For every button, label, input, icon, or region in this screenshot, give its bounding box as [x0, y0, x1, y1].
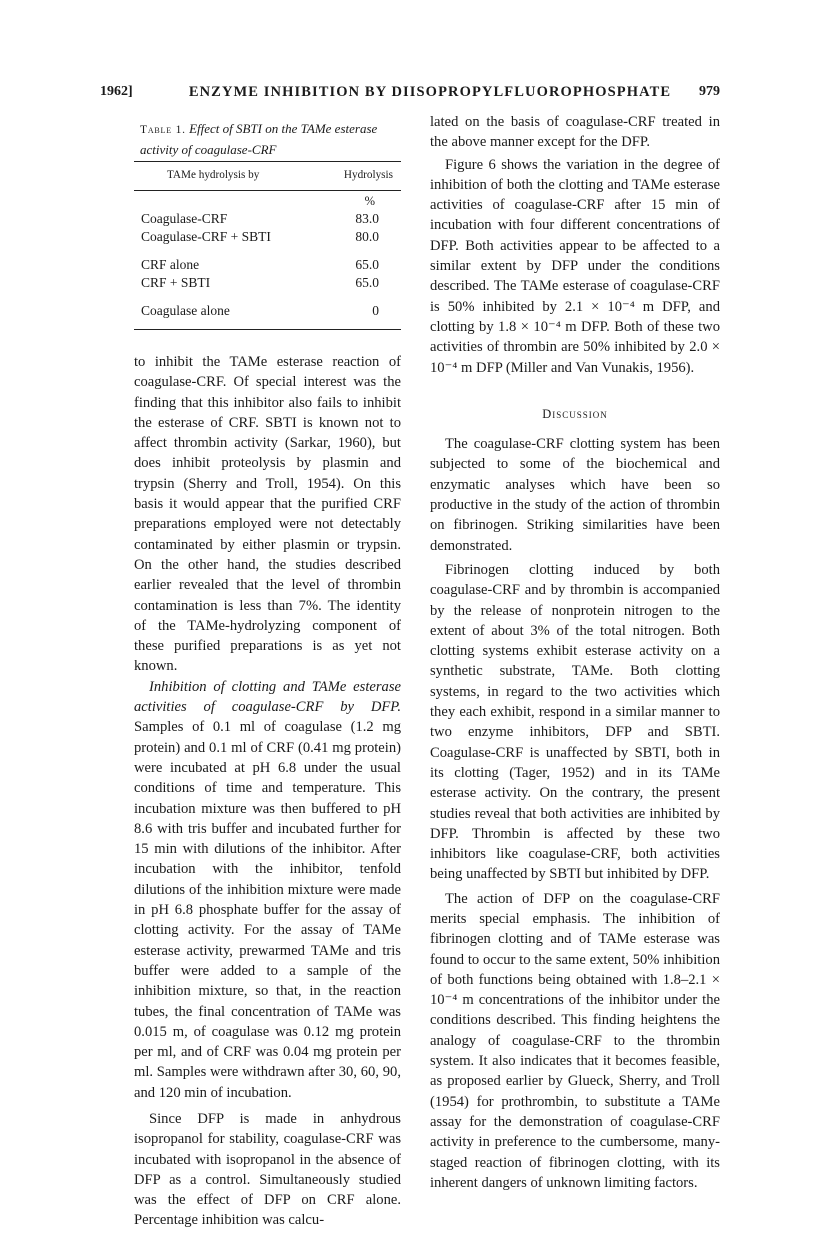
- row-value: 65.0: [355, 257, 379, 272]
- column-header-method: TAMe hydrolysis by: [167, 169, 260, 181]
- paragraph: Figure 6 shows the variation in the degree of inhibition of both the clotting and TAMe esterase activities of coagulase-CRF after 15 min of incubation with four different concentrations of DFP. Both activities appear to be affected to a similar extent by DFP under the conditions described. The TAMe esterase of coagulase-CRF is 50% inhibited by 2.1 × 10⁻⁴ m DFP, and clotting by 1.8 × 10⁻⁴ m DFP. Both of these two activities of thrombin are 50% inhibited by 2.0 × 10⁻⁴ m DFP (Miller and Van Vunakis, 1956).: [430, 156, 720, 376]
- table-row: [134, 303, 401, 321]
- unit-label: %: [364, 194, 375, 208]
- right-column: [430, 112, 720, 1193]
- paragraph: The action of DFP on the coagulase-CRF merits special emphasis. The inhibition of fibrinogen clotting and of TAMe esterase was found to occur to the same extent, 50% inhibition of both functions being obtained with 1.8–2.1 × 10⁻⁴ m concentrations of the inhibitor under the conditions described. This finding heightens the analogy of coagulase-CRF to the thrombin system. It also indicates that it becomes feasible, as proposed earlier by Glueck, Sherry, and Troll (1954) for prothrombin, to substitute a TAMe assay for the demonstration of coagulase-CRF activity in preference to the cumbersome, many-staged reaction of fibrinogen clotting, with its inherent dangers of unknown limiting factors.: [430, 890, 720, 1191]
- paragraph: Fibrinogen clotting induced by both coagulase-CRF and by thrombin is accompanied by the release of nonprotein nitrogen to the extent of about 3% of the total nitrogen. Both clotting systems exhibit esterase activity on a synthetic substrate, TAMe. Both clotting systems, in regard to the two activities which they each exhibit, respond in a similar manner to two enzyme inhibitors, DFP and SBTI. Coagulase-CRF is unaffected by SBTI, both in its clotting (Tager, 1952) and in its TAMe esterase activity. On the contrary, the present studies reveal that both activities are inhibited by DFP. Thrombin is affected by these two inhibitors like coagulase-CRF, both activities being unaffected by SBTI but inhibited by DFP.: [430, 561, 720, 883]
- table-label: Table 1.: [140, 124, 186, 136]
- column-header-hydrolysis: Hydrolysis: [343, 169, 393, 181]
- paragraph: to inhibit the TAMe esterase reaction of coagulase-CRF. Of special interest was the finding that this inhibitor also fails to inhibit the esterase of CRF. SBTI is known not to affect thrombin activity (Sarkar, 1960), but does inhibit proteolysis by plasmin and trypsin (Sherry and Troll, 1954). On this basis it would appear that the purified CRF preparations employed were not detectably contaminated by either plasmin or trypsin. On the other hand, the studies described earlier revealed that the level of thrombin contamination is less than 7%. The identity of the TAMe-hydrolyzing component of these purified preparations is as yet not known.: [134, 354, 401, 675]
- table-row: [134, 229, 401, 247]
- inline-heading: Inhibition of clotting and TAMe esterase activities of coagulase-CRF by DFP.: [134, 678, 401, 716]
- row-label: CRF + SBTI: [141, 275, 211, 290]
- row-label: CRF alone: [141, 257, 200, 272]
- row-value: 0: [372, 303, 379, 318]
- unit-row: [134, 191, 401, 211]
- table-caption: [140, 119, 400, 159]
- row-value: 80.0: [355, 229, 379, 244]
- table-header-row: [134, 162, 401, 190]
- table-title: Effect of SBTI on the TAMe esterase activity of coagulase-CRF: [140, 121, 378, 157]
- left-column: [134, 352, 401, 1231]
- section-heading: Discussion: [542, 406, 608, 421]
- row-label: Coagulase-CRF + SBTI: [141, 229, 271, 244]
- header-title: ENZYME INHIBITION BY DIISOPROPYLFLUOROPHOSPHATE: [188, 84, 672, 100]
- page-number: 979: [699, 84, 720, 99]
- table-row: [134, 211, 401, 229]
- row-value: 83.0: [355, 211, 379, 226]
- header-year: 1962]: [100, 84, 133, 99]
- paragraph: The coagulase-CRF clotting system has been subjected to some of the biochemical and enzymatic analyses which have been so productive in the study of the action of thrombin on fibrinogen. Striking similarities have been demonstrated.: [430, 436, 720, 554]
- running-header: [0, 84, 816, 106]
- row-label: Coagulase-CRF: [141, 211, 228, 226]
- paragraph-text: Samples of 0.1 ml of coagulase (1.2 mg protein) and 0.1 ml of CRF (0.41 mg protein) were incubated at pH 6.8 under the usual conditions of time and temperature. This incubation mixture was then buffered to pH 8.6 with tris buffer and incubated further for 15 min with dilutions of the inhibitor. After incubation with the inhibitor, tenfold dilutions of the inhibition mixture were made in pH 6.8 phosphate buffer for the assay of clotting activity. For the assay of TAMe esterase activity, prewarmed TAMe and tris buffer were added to a sample of the inhibition mixture, so that, in the reaction tubes, the final concentration of TAMe was 0.015 m, of coagulase was 0.12 mg protein per ml, and of CRF was 0.04 mg protein per ml. Samples were withdrawn after 30, 60, 90, and 120 min of incubation.: [134, 719, 401, 1101]
- paragraph: lated on the basis of coagulase-CRF treated in the above manner except for the DFP.: [430, 114, 720, 151]
- row-label: Coagulase alone: [141, 303, 230, 318]
- paragraph: [134, 677, 401, 1103]
- table-bottom-rule: [134, 329, 401, 330]
- row-value: 65.0: [355, 275, 379, 290]
- table-row: [134, 275, 401, 293]
- data-table: [134, 161, 401, 330]
- paragraph: Since DFP is made in anhydrous isopropanol for stability, coagulase-CRF was incubated with isopropanol in the absence of DFP as a control. Simultaneously studied was the effect of DFP on CRF alone. Percentage inhibition was calcu-: [134, 1110, 401, 1229]
- table-row: [134, 257, 401, 275]
